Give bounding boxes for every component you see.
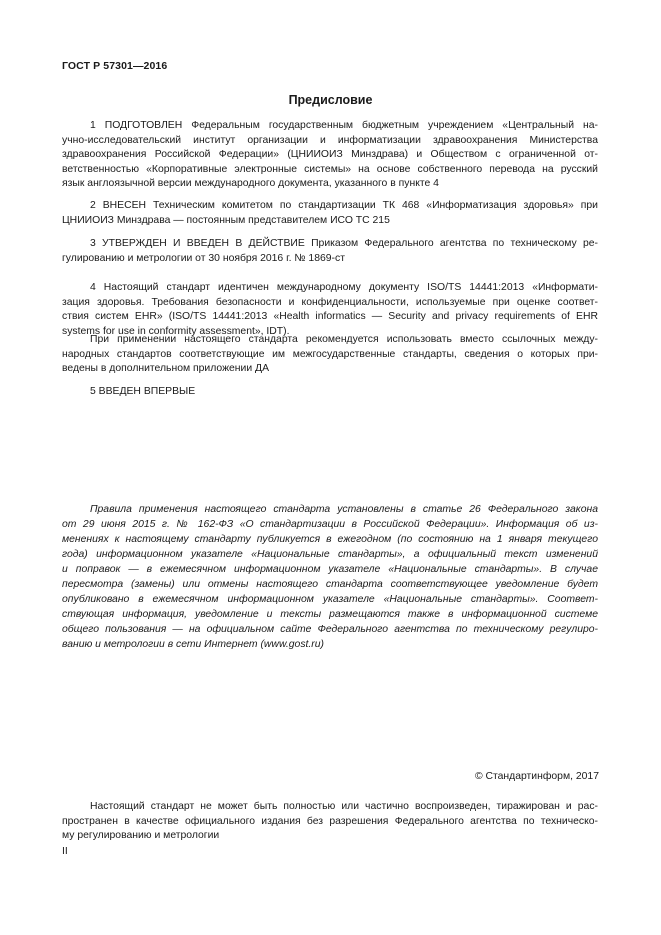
text-line: Правила применения настоящего стандарта установлены в статье 26 Федерального закона <box>90 504 598 515</box>
text-line: systems for use in conformity assessment», IDT). <box>62 325 290 337</box>
preface-item-4-note <box>62 333 598 377</box>
text-line: 2 ВНЕСЕН Техническим комитетом по стандартизации ТК 468 «Информатизация здоровья» при <box>90 200 598 211</box>
text-line: опубликовано в ежемесячном информационном указателе «Национальные стандарты». Соответ- <box>62 594 598 605</box>
text-line: язык англоязычной версии международного документа, указанного в пункте 4 <box>62 178 439 190</box>
text-line: здравоохранения Российской Федерации» (ЦНИИОИЗ Минздрава) и Обществом с ограниченной от- <box>62 149 598 161</box>
legal-notice <box>62 502 598 652</box>
preface-item-1 <box>62 119 598 192</box>
text-line: му регулированию и метрологии <box>62 830 220 842</box>
text-line: ЦНИИОИЗ Минздрава — постоянным представителем ИСО ТС 215 <box>62 214 390 226</box>
text-line: Настоящий стандарт не может быть полностью или частично воспроизведен, тиражирован и рас- <box>90 801 598 812</box>
copyright-line: © Стандартинформ, 2017 <box>474 771 599 782</box>
text-line: гулированию и метрологии от 30 ноября 2016 г. № 1869-ст <box>62 252 345 264</box>
text-line: года) информационном указателе «Национальные стандарты», а официальный текст изменений <box>62 549 598 560</box>
preface-item-2 <box>62 199 598 228</box>
text-line: ветственностью «Корпоративные электронные системы» на основе собственного перевода на русский <box>62 163 598 175</box>
text-line: ствующая информация, уведомление и тексты размещаются также в информационной системе <box>62 609 598 620</box>
text-line: ведены в дополнительном приложении ДА <box>62 363 270 375</box>
text-line: 1 ПОДГОТОВЛЕН Федеральным государственным бюджетным учреждением «Центральный на- <box>90 120 598 131</box>
page-number: II <box>62 846 68 857</box>
text-line: При применении настоящего стандарта рекомендуется использовать вместо ссылочных между- <box>90 334 598 345</box>
text-line: 3 УТВЕРЖДЕН И ВВЕДЕН В ДЕЙСТВИЕ Приказом Федерального агентства по техническому ре- <box>90 238 598 249</box>
preface-title: Предисловие <box>288 93 373 107</box>
preface-item-5 <box>62 385 598 400</box>
text-line: менениях к настоящему стандарту публикуется в ежегодном (по состоянию на 1 января текущего <box>62 534 598 545</box>
text-line: от 29 июня 2015 г. № 162-ФЗ «О стандартизации в Российской Федерации». Информация об из- <box>62 519 598 530</box>
text-line: зация здоровья. Требования безопасности и конфиденциальности, используемые при оценке соответ- <box>62 296 598 308</box>
text-line: общего пользования — на официальном сайте Федерального агентства по техническому регулиро- <box>62 624 598 635</box>
text-line: и поправок — в ежемесячном информационном указателе «Национальные стандарты». В случае <box>62 564 598 575</box>
preface-item-3 <box>62 237 598 266</box>
text-line: 5 ВВЕДЕН ВПЕРВЫЕ <box>90 386 196 397</box>
text-line: ванию и метрологии в сети Интернет (www.gost.ru) <box>62 639 324 650</box>
text-line: пересмотра (замены) или отмены настоящего стандарта соответствующее уведомление будет <box>62 579 598 590</box>
text-line: учно-исследовательский институт организации и информатизации здравоохранения Министерства <box>62 134 598 146</box>
text-line: ствия систем EHR» (ISO/TS 14441:2013 «Health informatics — Security and privacy requirements of EHR <box>62 311 598 323</box>
text-line: народных стандартов соответствующие им межгосударственные стандарты, сведения о которых при- <box>62 348 598 360</box>
document-code: ГОСТ Р 57301—2016 <box>62 60 168 72</box>
preface-item-4 <box>62 281 598 339</box>
text-line: пространен в качестве официального издания без разрешения Федерального агентства по техническо- <box>62 815 598 827</box>
text-line: 4 Настоящий стандарт идентичен международному документу ISO/TS 14441:2013 «Информати- <box>90 282 598 293</box>
reprint-restriction <box>62 800 598 844</box>
